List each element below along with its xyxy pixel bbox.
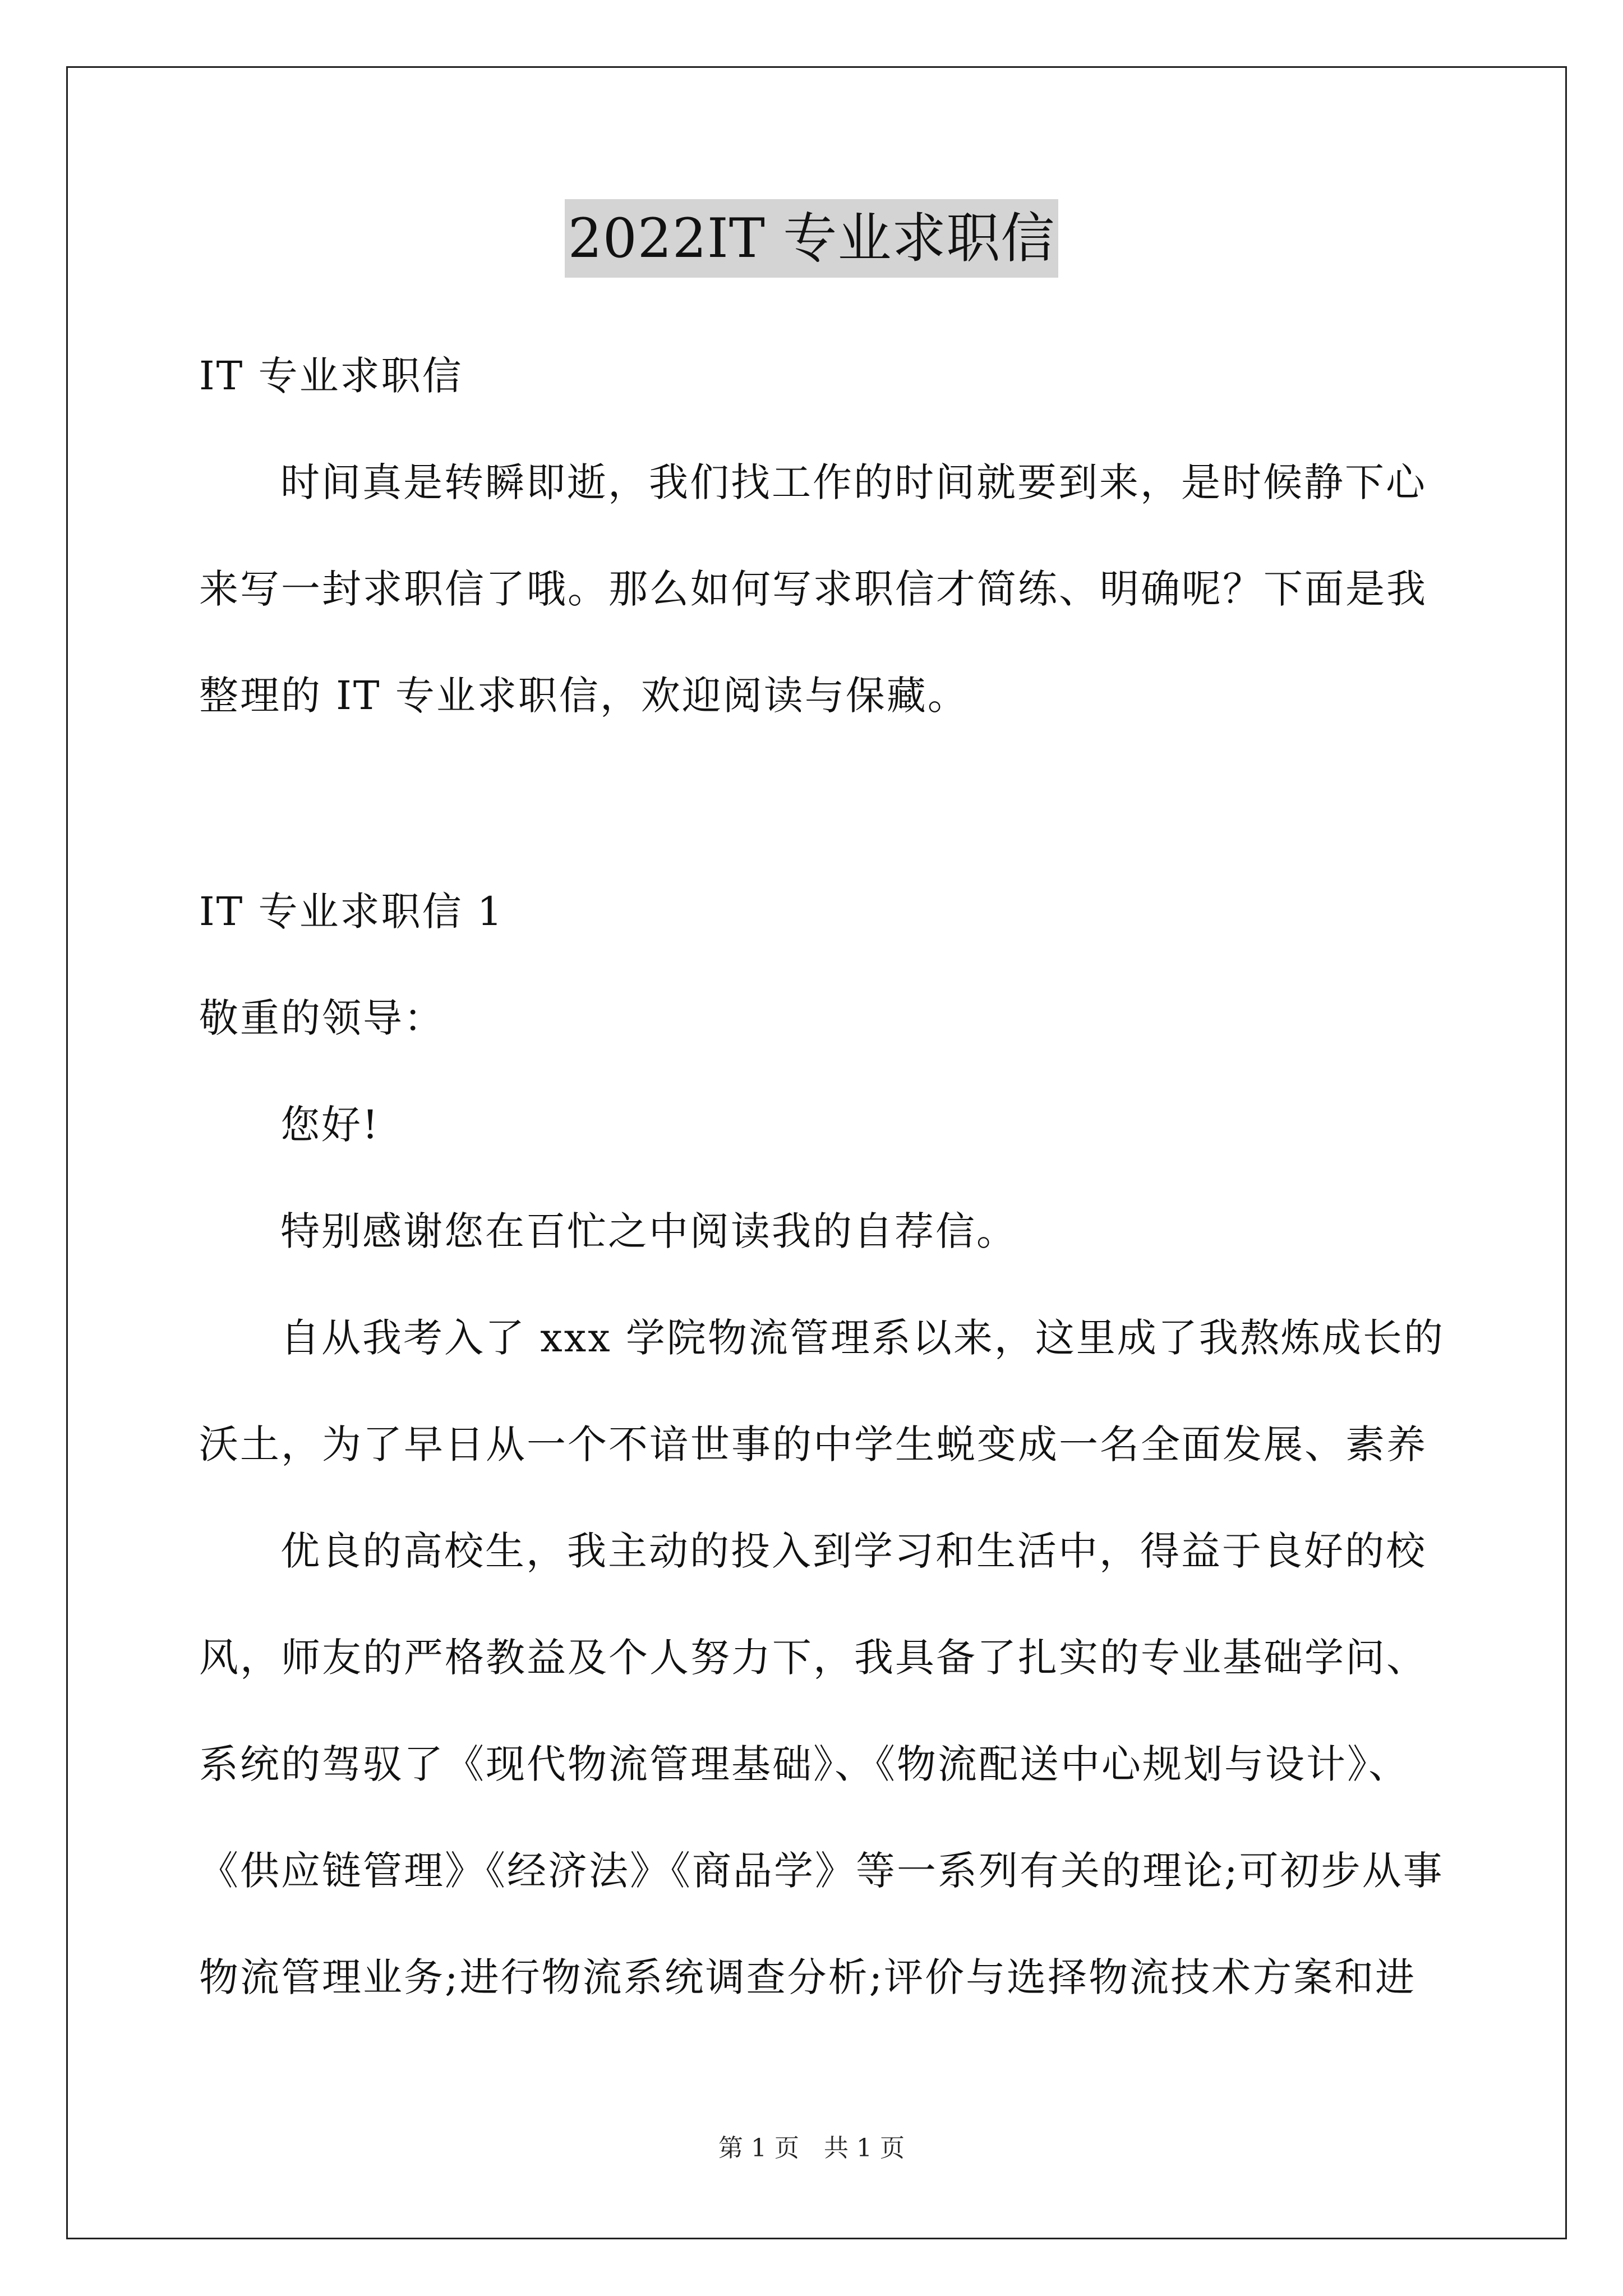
paragraph-line: 整理的 IT 专业求职信，欢迎阅读与保藏。 (199, 673, 969, 719)
paragraph-line: 《供应链管理》《经济法》《商品学》等一系列有关的理论;可初步从事 (199, 1848, 1444, 1894)
paragraph-line: 优良的高校生，我主动的投入到学习和生活中，得益于良好的校 (280, 1528, 1427, 1574)
section-heading: IT 专业求职信 1 (199, 889, 504, 935)
section-heading: IT 专业求职信 (199, 353, 463, 399)
paragraph-line: 物流管理业务;进行物流系统调查分析;评价与选择物流技术方案和进 (199, 1954, 1417, 2000)
page-footer: 第 1 页 共 1 页 (718, 2134, 905, 2162)
title-container (0, 199, 1623, 278)
paragraph-line: 时间真是转瞬即逝，我们找工作的时间就要到来，是时候静下心 (280, 459, 1427, 505)
paragraph-line: 来写一封求职信了哦。那么如何写求职信才简练、明确呢？下面是我 (199, 566, 1427, 612)
paragraph-line: 风，师友的严格教益及个人努力下，我具备了扎实的专业基础学问、 (199, 1635, 1427, 1681)
paragraph-line: 系统的驾驭了《现代物流管理基础》、《物流配送中心规划与设计》、 (199, 1741, 1409, 1787)
paragraph-line: 自从我考入了 xxx 学院物流管理系以来，这里成了我熬炼成长的 (280, 1315, 1445, 1361)
salutation: 敬重的领导： (199, 995, 445, 1041)
paragraph-line: 特别感谢您在百忙之中阅读我的自荐信。 (280, 1208, 1017, 1254)
document-title: 2022IT 专业求职信 (565, 199, 1059, 278)
paragraph-line: 沃土，为了早日从一个不谙世事的中学生蜕变成一名全面发展、素养 (199, 1421, 1427, 1467)
greeting: 您好! (280, 1102, 380, 1148)
